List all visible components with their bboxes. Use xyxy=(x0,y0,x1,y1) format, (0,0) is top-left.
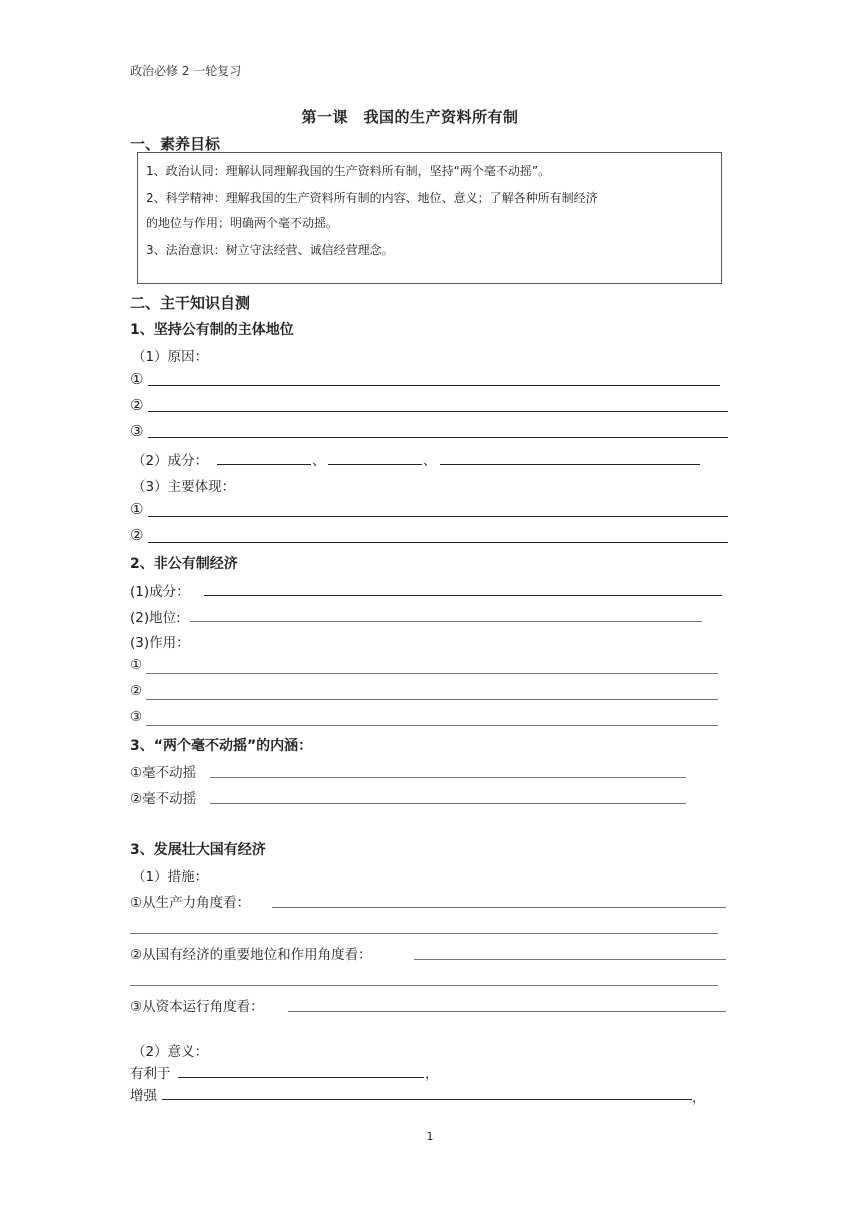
component-label: （2）成分： xyxy=(132,453,209,469)
circle-marker: ② xyxy=(130,526,144,544)
section-heading-goals: 一、素养目标 xyxy=(130,135,221,153)
answer-blank[interactable] xyxy=(130,933,718,934)
answer-blank[interactable] xyxy=(148,542,728,543)
unwavering-label: ①毫不动摇 xyxy=(130,765,197,781)
measure-item: ②从国有经济的重要地位和作用角度看： xyxy=(130,947,372,963)
answer-blank[interactable] xyxy=(148,437,728,438)
embody-label: （3）主要体现： xyxy=(132,479,236,495)
part-heading-two-unwavering: 3、“两个毫不动摇”的内涵： xyxy=(130,738,313,754)
answer-blank[interactable] xyxy=(440,464,700,465)
measure-label: （1）措施： xyxy=(132,869,209,885)
comma: ， xyxy=(692,1090,706,1106)
answer-blank[interactable] xyxy=(148,516,728,517)
part-heading-non-public: 2、非公有制经济 xyxy=(130,556,238,572)
goal-line: 3、法治意识：树立守法经营、诚信经营理念。 xyxy=(146,243,394,257)
circle-marker: ③ xyxy=(130,709,143,725)
page-number: 1 xyxy=(426,1130,434,1143)
part-heading-state-economy: 3、发展壮大国有经济 xyxy=(130,842,266,858)
answer-blank[interactable] xyxy=(190,621,702,622)
answer-blank[interactable] xyxy=(210,777,686,778)
circle-marker: ① xyxy=(130,657,143,673)
section-heading-knowledge: 二、主干知识自测 xyxy=(130,294,251,312)
meaning-label: （2）意义： xyxy=(132,1044,209,1060)
youli-label: 有利于 xyxy=(130,1066,171,1082)
answer-blank[interactable] xyxy=(414,959,726,960)
circle-marker: ② xyxy=(130,396,144,414)
status-label: (2)地位: xyxy=(130,610,181,626)
page-title: 第一课 我国的生产资料所有制 xyxy=(301,108,519,126)
answer-blank[interactable] xyxy=(148,411,728,412)
separator: 、 xyxy=(312,453,326,469)
answer-blank[interactable] xyxy=(148,385,720,386)
circle-marker: ③ xyxy=(130,422,144,440)
goal-line: 的地位与作用；明确两个毫不动摇。 xyxy=(146,216,339,230)
circle-marker: ① xyxy=(130,500,144,518)
unwavering-label: ②毫不动摇 xyxy=(130,791,197,807)
reason-label: （1）原因： xyxy=(132,349,209,365)
separator: 、 xyxy=(423,453,437,469)
zengqiang-label: 增强 xyxy=(130,1088,157,1104)
circle-marker: ② xyxy=(130,683,143,699)
component-label: (1)成分： xyxy=(130,584,190,600)
answer-blank[interactable] xyxy=(162,1099,692,1100)
goal-line: 2、科学精神：理解我国的生产资料所有制的内容、地位、意义；了解各种所有制经济 xyxy=(146,191,598,205)
comma: ， xyxy=(425,1066,439,1082)
answer-blank[interactable] xyxy=(288,1011,726,1012)
circle-marker: ① xyxy=(130,370,144,388)
answer-blank[interactable] xyxy=(146,699,718,700)
answer-blank[interactable] xyxy=(204,595,722,596)
answer-blank[interactable] xyxy=(146,725,718,726)
measure-item: ③从资本运行角度看： xyxy=(130,999,264,1015)
answer-blank[interactable] xyxy=(146,673,718,674)
answer-blank[interactable] xyxy=(272,907,726,908)
page-header: 政治必修 2 一轮复习 xyxy=(130,64,242,78)
goals-box xyxy=(137,152,722,284)
answer-blank[interactable] xyxy=(217,464,311,465)
answer-blank[interactable] xyxy=(328,464,422,465)
role-label: (3)作用： xyxy=(130,635,190,651)
goal-line: 1、政治认同：理解认同理解我国的生产资料所有制，坚持“两个毫不动摇”。 xyxy=(146,164,551,178)
answer-blank[interactable] xyxy=(210,803,686,804)
answer-blank[interactable] xyxy=(130,985,718,986)
part-heading-public-ownership: 1、坚持公有制的主体地位 xyxy=(130,322,294,338)
answer-blank[interactable] xyxy=(178,1077,424,1078)
measure-item: ①从生产力角度看： xyxy=(130,895,251,911)
